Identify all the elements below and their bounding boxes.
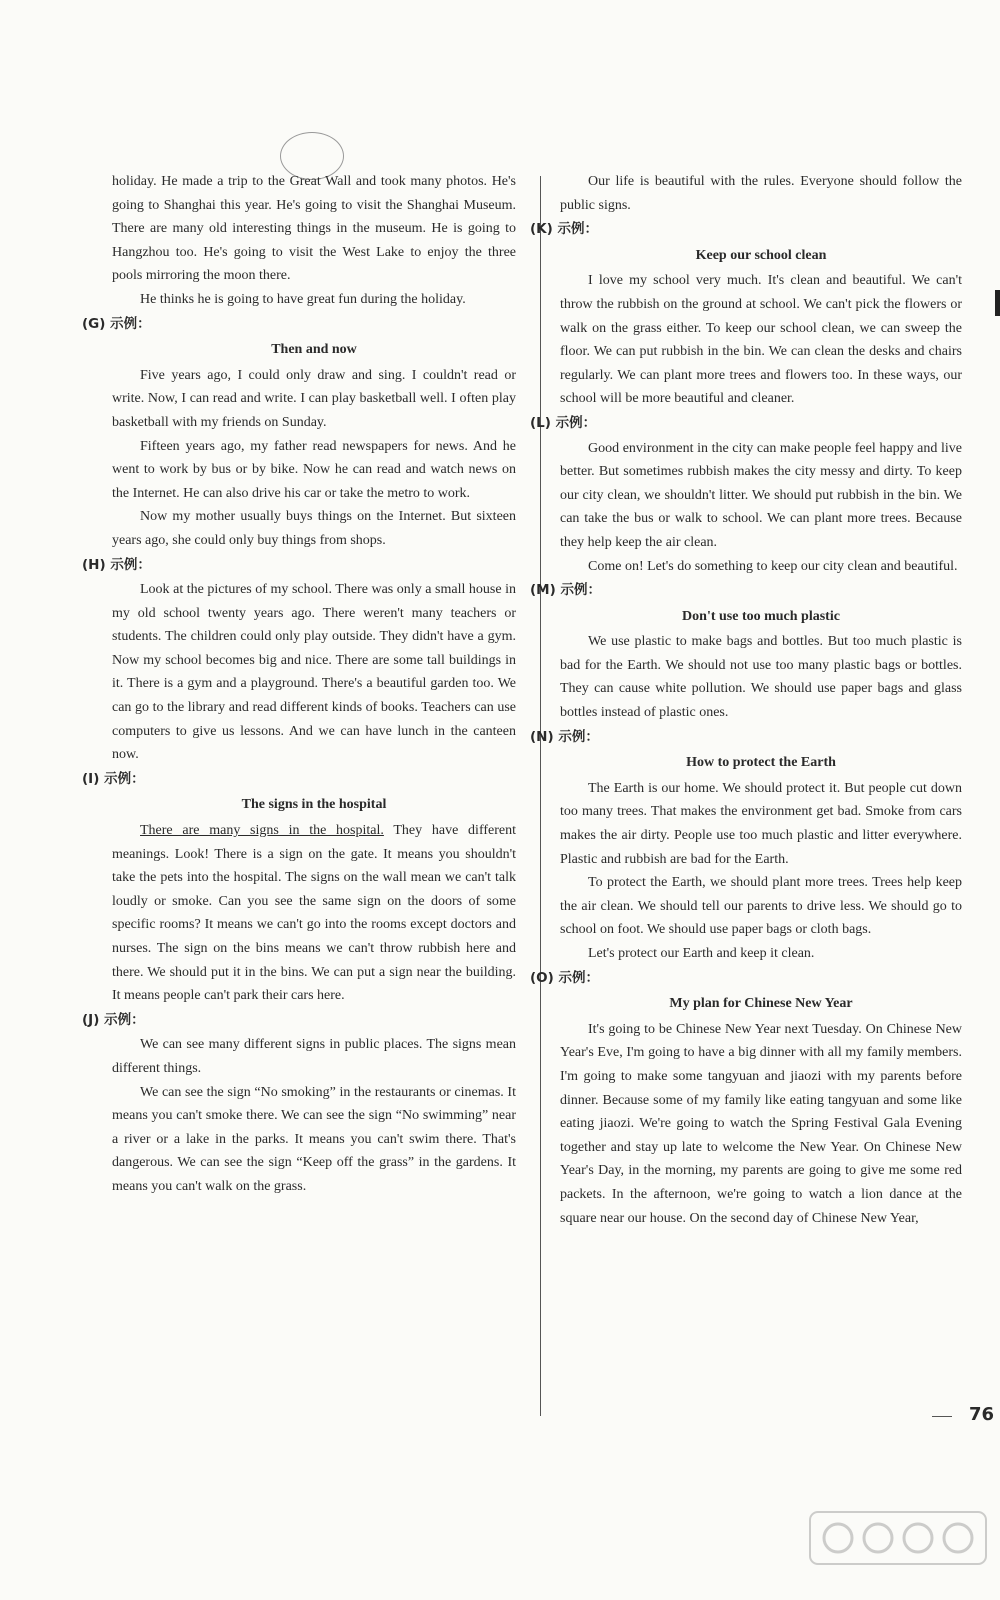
essay-title: Keep our school clean <box>695 247 827 263</box>
page-number: 76 <box>968 1404 994 1425</box>
paragraph: To protect the Earth, we should plant more trees. Trees help keep the air clean. We should tell our parents to drive less. We should go to school on foot. We should use paper bags or cloth bags. <box>560 875 962 938</box>
paragraph: We can see many different signs in public places. The signs mean different things. <box>112 1037 516 1076</box>
page-number-dash <box>932 1416 952 1417</box>
page-edge-tab <box>995 290 1000 316</box>
paragraph: Our life is beautiful with the rules. Everyone should follow the public signs. <box>560 174 962 213</box>
answer-label: (I) 示例： <box>82 770 145 787</box>
paragraph: holiday. He made a trip to the Great Wall and took many photos. He's going to Shanghai this year. He's going to visit the Shanghai Museum. There are many old interesting things in the museum. He is going to Hangzhou too. He's going to visit the West Lake to enjoy the three pools mirroring the moon there. <box>112 174 516 284</box>
paragraph: Five years ago, I could only draw and sing. I couldn't read or write. Now, I can read and write. I can play basketball well. I often play basketball with my friends on Sunday. <box>112 367 516 430</box>
essay-title: Then and now <box>271 342 357 358</box>
paragraph: Let's protect our Earth and keep it clean. <box>588 946 815 961</box>
essay-title: How to protect the Earth <box>686 755 836 771</box>
underlined-sentence: There are many signs in the hospital. <box>140 823 384 839</box>
answer-label: (G) 示例： <box>82 315 151 332</box>
paragraph: Now my mother usually buys things on the Internet. But sixteen years ago, she could only buy things from shops. <box>112 509 516 548</box>
paragraph: The Earth is our home. We should protect it. But people cut down too many trees. That makes the environment get bad. Smoke from cars makes the air dirty. People use too much plastic and litter everywhere. Plastic and rubbish are bad for the Earth. <box>560 780 962 867</box>
essay-title: My plan for Chinese New Year <box>669 996 853 1012</box>
answer-label: (L) 示例： <box>530 414 597 431</box>
paragraph: He thinks he is going to have great fun during the holiday. <box>140 291 466 307</box>
watermark-logo <box>808 1510 988 1566</box>
paragraph-text: They have different meanings. Look! There is a sign on the gate. It means you shouldn't take the pets into the hospital. The signs on the wall mean we can't talk loudly or smoke. Can you see the same sign on the doors of some specific rooms? It means we can't go into the rooms except doctors and nurses. The sign on the bins means we can't throw rubbish here and there. We should put it in the bins. We can put a sign near the building. It means people can't park their cars here. <box>112 823 516 1004</box>
paragraph: Come on! Let's do something to keep our city clean and beautiful. <box>588 558 958 574</box>
answer-label: (K) 示例： <box>530 221 599 238</box>
answer-label: (M) 示例： <box>530 582 601 599</box>
answer-label: (O) 示例： <box>530 969 600 986</box>
answer-label: (N) 示例： <box>530 728 599 745</box>
paragraph: I love my school very much. It's clean and beautiful. We can't throw the rubbish on the ground at school. We can't pick the flowers or walk on the grass either. To keep our school clean, we can sweep the floor. We can put rubbish in the bin. We can clean the desks and chairs regularly. We can plant more trees and flowers too. In these ways, our school will be more beautiful and cleaner. <box>560 273 962 407</box>
right-column <box>530 170 962 1230</box>
answer-label: (H) 示例： <box>82 556 151 573</box>
paragraph: It's going to be Chinese New Year next Tuesday. On Chinese New Year's Eve, I'm going to have a big dinner with all my family members. I'm going to make some tangyuan and jiaozi with my parents before dinner. Because some of my family like eating tangyuan and some like eating jiaozi. We're going to watch the Spring Festival Gala Evening together and stay up late to welcome the New Year. On Chinese New Year's Day, in the morning, my parents are going to give me some red packets. In the afternoon, we're going to watch a lion dance at the square near our house. On the second day of Chinese New Year, <box>560 1021 962 1226</box>
essay-title: The signs in the hospital <box>241 797 387 813</box>
paragraph: Fifteen years ago, my father read newspapers for news. And he went to work by bus or by bike. Now he can read and watch news on the Internet. He can also drive his car or take the metro to work. <box>112 438 516 501</box>
paragraph: Good environment in the city can make people feel happy and live better. But sometimes rubbish makes the city messy and dirty. To keep our city clean, we shouldn't litter. We should put rubbish in the bin. We can take the bus or walk to school. We can plant more trees. Because they help keep the air clean. <box>560 440 962 550</box>
paragraph: We use plastic to make bags and bottles. But too much plastic is bad for the Earth. We should not use too many plastic bags or bottles. They can cause white pollution. We should use paper bags and glass bottles instead of plastic ones. <box>560 634 962 721</box>
left-column <box>82 170 516 1199</box>
column-divider <box>540 176 541 1416</box>
paragraph: We can see the sign “No smoking” in the restaurants or cinemas. It means you can't smoke there. We can see the sign “No swimming” near a river or a lake in the parks. It means you can't swim there. That's dangerous. We can see the sign “Keep off the grass” in the gardens. It means you can't walk on the grass. <box>112 1084 516 1194</box>
answer-label: (J) 示例： <box>82 1011 145 1028</box>
essay-title: Don't use too much plastic <box>682 608 840 624</box>
paragraph <box>112 819 516 1008</box>
paragraph: Look at the pictures of my school. There was only a small house in my old school twenty years ago. There weren't many teachers or students. The children could only play outside. They didn't have a gym. Now my school becomes big and nice. There are some tall buildings in it. There is a gym and a playground. There's a beautiful garden too. We can go to the library and read different kinds of books. Teachers can use computers to give us lessons. And we can have lunch in the canteen now. <box>112 582 516 763</box>
